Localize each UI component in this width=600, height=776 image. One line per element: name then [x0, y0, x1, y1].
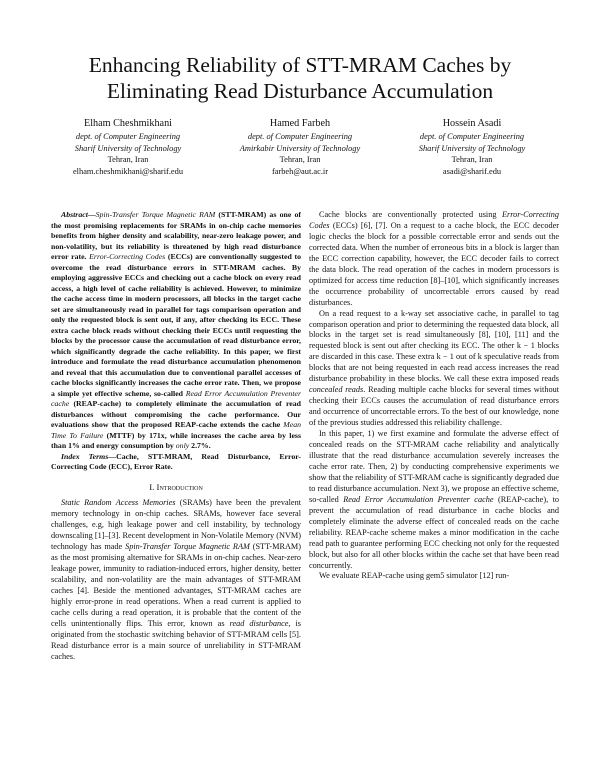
abstract: Abstract—Spin-Transfer Torque Magnetic RAM (STT-MRAM) as one of the most promising replacements for SRAMs in on-chip cache memories benefits from higher density and scalability, near-zero leakage power, and non-volatility, but its reliability is threatened by high read disturbance error rate. Error-Correcting Codes (ECCs) are conventionally suggested to overcome the read disturbance errors in STT-MRAM caches. By employing aggressive ECCs and checking out a cache block on every read access, a high level of cache reliability is achieved. However, to minimize the cache access time in modern processors, all blocks in the target cache set are simultaneously read in parallel for tags comparison operation and only the requested block is sent out, if any, after checking its ECC. These extra cache block reads without checking their ECCs until requesting the blocks by the processor cause the accumulation of read disturbance error, which significantly degrade the cache reliability. In this paper, we first introduce and formulate the read disturbance accumulation phenomenon and reveal that this accumulation due to conventional parallel accesses of cache blocks significantly increases the cache error rate. Then, we propose a simple yet effective scheme, so-called Read Error Accumulation Preventer cache (REAP-cache) to completely eliminate the accumulation of read disturbances without compromising the cache performance. Our evaluations show that the proposed REAP-cache extends the cache Mean Time To Failure (MTTF) by 171x, while increases the cache area by less than 1% and energy consumption by only 2.7%. — [51, 210, 301, 450]
paper-title: Enhancing Reliability of STT-MRAM Caches by Eliminating Read Disturbance Accumulation — [88, 53, 512, 103]
author-university: Sharif University of Technology — [74, 143, 182, 153]
abstract-label: Abstract — [61, 210, 88, 219]
author-email: farbeh@aut.ac.ir — [271, 166, 329, 176]
author-dept: dept. of Computer Engineering — [419, 132, 525, 141]
index-terms: Index Terms—Cache, STT-MRAM, Read Disturbance, Error-Correcting Code (ECC), Error Rate. — [51, 451, 302, 471]
left-column — [51, 210, 301, 663]
author-email: asadi@sharif.edu — [442, 166, 502, 176]
author-name: Hamed Farbeh — [269, 118, 331, 129]
author-block — [42, 117, 558, 177]
intro-paragraph-4: In this paper, 1) we first examine and formulate the adverse effect of concealed reads on the STT-MRAM cache reliability and analytically illustrate that the read disturbance accumulation severely increases the cache error rate. Then, 2) by conducting comprehensive experiments we show that the reliability of STT-MRAM cache is significantly degraded due to read disturbance accumulation. Next 3), we propose an effective scheme, so-called Read Error Accumulation Preventer cache (REAP-cache), to prevent the accumulation of read disturbance in cache blocks and completely eliminate the adverse effect of concealed reads on the cache reliability. REAP-cache scheme makes a minor modification in the cache read path to guarantee performing ECC checking not only for the requested block, but also for all other blocks within the cache set that have been read concurrently. — [309, 429, 559, 570]
author-dept: dept. of Computer Engineering — [75, 132, 181, 141]
author-city: Tehran, Iran — [107, 155, 149, 165]
intro-paragraph-3: On a read request to a k-way set associative cache, in parallel to tag comparison operation and prior to determining the requested data block, all blocks in the target set is read simultaneously [8], [10], [11] and the requested block is sent out after checking its ECC. The other k − 1 blocks are discarded in this case. These extra k − 1 out of k speculative reads from blocks that are not being requested in each read access increases the read disturbance probability in these blocks. We call these extra imposed reads concealed reads. Reading multiple cache blocks for several times without checking their ECCs causes the accumulation of read disturbance errors and occurrence of uncorrectable errors. To the best of our knowledge, none of the previous studies addressed this reliability challenge. — [309, 308, 559, 428]
author-email: elham.cheshmikhani@sharif.edu — [72, 166, 184, 176]
author-name: Elham Cheshmikhani — [84, 118, 172, 129]
author-name: Hossein Asadi — [442, 118, 502, 129]
author-3 — [386, 117, 558, 177]
author-university: Sharif University of Technology — [418, 143, 526, 153]
right-column — [309, 210, 559, 582]
author-1 — [42, 117, 214, 177]
intro-paragraph-2: Cache blocks are conventionally protected using Error-Correcting Codes (ECCs) [6], [7]. On a request to a cache block, the ECC decoder logic checks the block for a possible correctable error and sends out the corrected data. When the number of erroneous bits in a block is larger than the ECC correction capability, however, the ECC decoder fails to correct the data block. The read operation of the caches in modern processors is optimized for access time reduction [8]–[10], which significantly increases the occurrence probability of uncorrectable errors caused by read disturbances. — [309, 210, 559, 307]
author-2 — [214, 117, 386, 177]
author-dept: dept. of Computer Engineering — [247, 132, 353, 141]
author-university: Amirkabir University of Technology — [239, 143, 361, 153]
index-terms-label: Index Terms — [61, 451, 109, 461]
author-city: Tehran, Iran — [451, 155, 493, 165]
intro-paragraph-1: Static Random Access Memories (SRAMs) have been the prevalent memory technology in on-chip caches. SRAMs, however face several challenges, e.g, high leakage power and cell instability, by technology downscaling [1]–[3]. Recent development in Non-Volatile Memory (NVM) technology has made Spin-Transfer Torque Magnetic RAM (STT-MRAM) as the most promising alternative for SRAMs in on-chip caches. Near-zero leakage power, immunity to radiation-induced errors, higher density, better scalability, and non-volatility are the main advantages of STT-MRAM caches [4]. Beside the mentioned advantages, STT-MRAM caches are highly error-prone in read operations. When a read current is applied to cache cells during a read operation, it is probable that the content of the cells unintentionally flips. This error, known as read disturbance, is originated from the stochastic switching behavior of STT-MRAM cells [5]. Read disturbance error is a main source of unreliability in STT-MRAM caches. — [51, 498, 301, 661]
author-city: Tehran, Iran — [279, 155, 321, 165]
intro-paragraph-5: We evaluate REAP-cache using gem5 simulator [12] run- — [319, 571, 510, 581]
section-heading-introduction: I. Introduction — [149, 481, 203, 492]
